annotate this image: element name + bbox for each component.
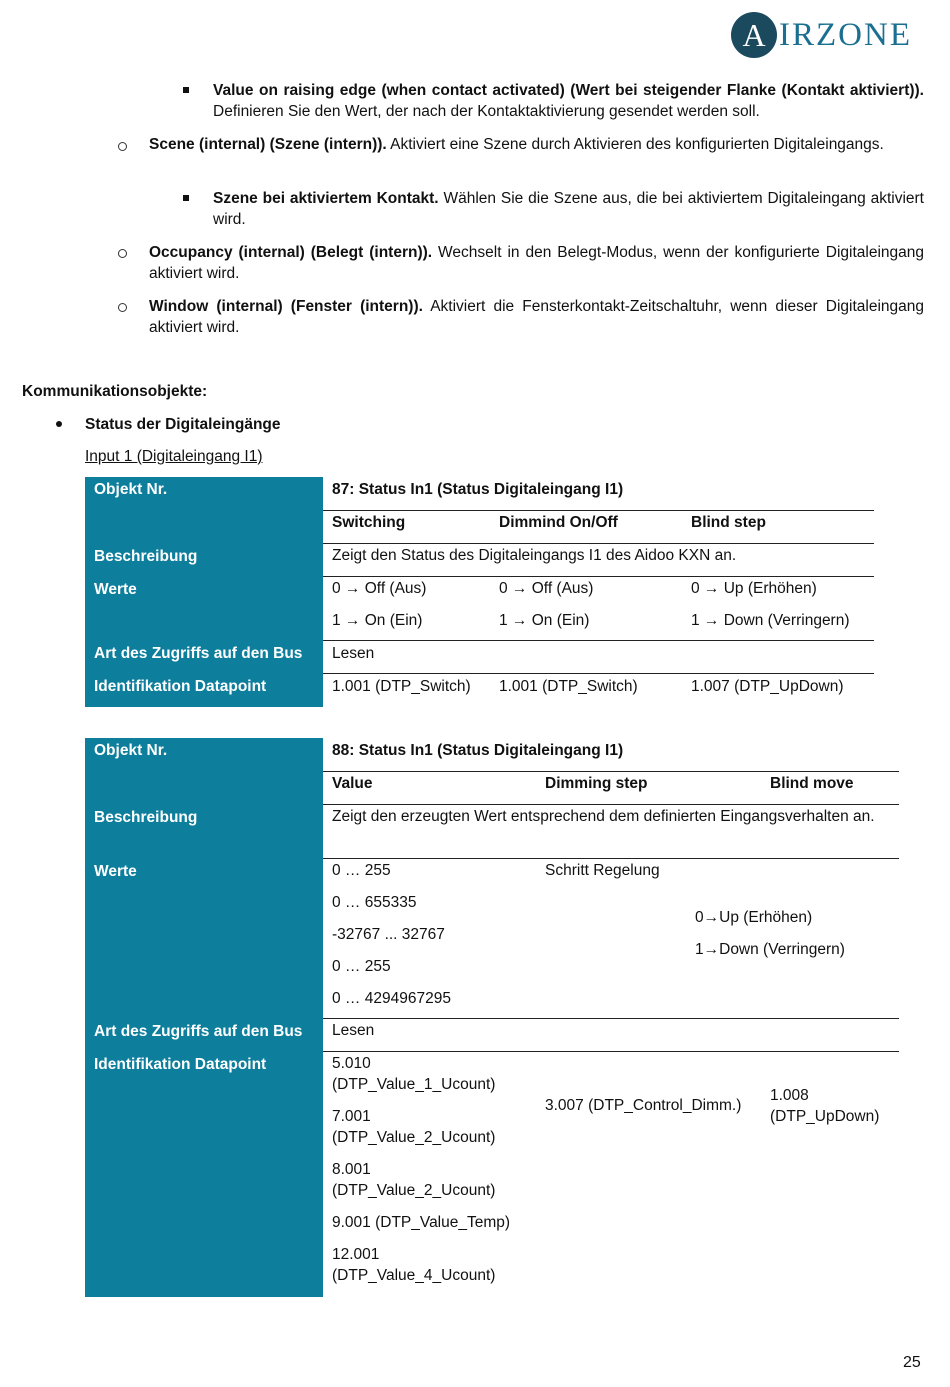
- value-datapoint: 12.001 (DTP_Value_4_Ucount): [332, 1246, 496, 1284]
- object-title: 87: Status In1 (Status Digitaleingang I1): [332, 481, 624, 498]
- value-range: 0 … 655335: [332, 894, 417, 911]
- column-header: Value: [332, 775, 373, 792]
- label-werte: Werte: [85, 577, 323, 641]
- value-cell: 1 → On (Ein): [332, 612, 423, 629]
- label-zugriff: Art des Zugriffs auf den Bus: [85, 641, 323, 674]
- logo-wordmark: IRZONE: [779, 16, 912, 53]
- section-subtitle: Input 1 (Digitaleingang I1): [85, 448, 263, 465]
- description-text: Zeigt den erzeugten Wert entsprechend dem definierten Eingangsverhalten an.: [332, 808, 875, 825]
- datapoint-cell: 1.007 (DTP_UpDown): [691, 678, 844, 695]
- blind-value: 0→Up (Erhöhen): [695, 909, 813, 926]
- page-number: 25: [903, 1354, 921, 1371]
- datapoint-cell: 1.001 (DTP_Switch): [332, 678, 471, 695]
- object-title: 88: Status In1 (Status Digitaleingang I1): [332, 742, 624, 759]
- bullet-occupancy: Occupancy (internal) (Belegt (intern)). Wechselt in den Belegt-Modus, wenn der konfigurierte Digitaleingang aktiviert wird.: [149, 244, 924, 282]
- bullet-raising-edge: Value on raising edge (when contact activated) (Wert bei steigender Flanke (Kontakt aktiviert)). Definieren Sie den Wert, der nach der Kontaktaktivierung gesendet werden soll.: [213, 82, 924, 120]
- bullet-dot-icon: [56, 421, 62, 427]
- label-datapoint: Identifikation Datapoint: [85, 674, 323, 707]
- blind-datapoint: 1.008 (DTP_UpDown): [770, 1087, 880, 1125]
- access-text: Lesen: [332, 1022, 375, 1039]
- value-cell: 1 → Down (Verringern): [691, 612, 850, 629]
- datapoint-cell: 1.001 (DTP_Switch): [499, 678, 638, 695]
- value-datapoint: 5.010 (DTP_Value_1_Ucount): [332, 1055, 496, 1093]
- value-datapoint: 8.001 (DTP_Value_2_Ucount): [332, 1161, 496, 1199]
- value-cell: 0 → Off (Aus): [499, 580, 594, 597]
- value-cell: 0 → Off (Aus): [332, 580, 427, 597]
- section-item: Status der Digitaleingänge: [85, 416, 281, 433]
- label-objekt: Objekt Nr.: [85, 477, 323, 544]
- bullet-window: Window (internal) (Fenster (intern)). Aktiviert die Fensterkontakt-Zeitschaltuhr, wenn dieser Digitaleingang aktiviert wird.: [149, 298, 924, 336]
- value-range: -32767 ... 32767: [332, 926, 445, 943]
- column-header: Switching: [332, 514, 406, 531]
- value-range: 0 … 255: [332, 958, 391, 975]
- blind-value: 1→Down (Verringern): [695, 941, 845, 958]
- circle-bullet-icon: [118, 303, 127, 312]
- value-datapoint: 7.001 (DTP_Value_2_Ucount): [332, 1108, 496, 1146]
- column-header: Dimming step: [545, 775, 648, 792]
- value-cell: 1 → On (Ein): [499, 612, 590, 629]
- bullet-scene: Scene (internal) (Szene (intern)). Aktiviert eine Szene durch Aktivieren des konfigurierten Digitaleingangs.: [149, 136, 884, 153]
- value-cell: 0 → Up (Erhöhen): [691, 580, 817, 597]
- column-header: Blind step: [691, 514, 766, 531]
- label-beschreibung: Beschreibung: [85, 805, 323, 859]
- label-objekt: Objekt Nr.: [85, 738, 323, 805]
- dimming-value: Schritt Regelung: [545, 862, 660, 879]
- object-table-88: [85, 738, 899, 1297]
- object-table-87: [85, 477, 874, 707]
- label-werte: Werte: [85, 859, 323, 1019]
- value-datapoint: 9.001 (DTP_Value_Temp): [332, 1214, 511, 1231]
- label-beschreibung: Beschreibung: [85, 544, 323, 577]
- column-header: Dimmind On/Off: [499, 514, 618, 531]
- value-range: 0 … 255: [332, 862, 391, 879]
- airzone-logo: [731, 10, 912, 60]
- section-title: Kommunikationsobjekte:: [22, 383, 208, 400]
- bullet-scene-contact: Szene bei aktiviertem Kontakt. Wählen Sie die Szene aus, die bei aktiviertem Digitaleingang aktiviert wird.: [213, 190, 924, 228]
- value-range: 0 … 4294967295: [332, 990, 451, 1007]
- dimming-datapoint: 3.007 (DTP_Control_Dimm.): [545, 1097, 742, 1114]
- circle-bullet-icon: [118, 249, 127, 258]
- column-header: Blind move: [770, 775, 854, 792]
- circle-bullet-icon: [118, 142, 127, 151]
- label-zugriff: Art des Zugriffs auf den Bus: [85, 1019, 323, 1052]
- square-bullet-icon: [183, 195, 189, 201]
- square-bullet-icon: [183, 87, 189, 93]
- logo-mark: A: [731, 12, 777, 58]
- label-datapoint: Identifikation Datapoint: [85, 1052, 323, 1297]
- description-text: Zeigt den Status des Digitaleingangs I1 des Aidoo KXN an.: [332, 547, 737, 564]
- access-text: Lesen: [332, 645, 375, 662]
